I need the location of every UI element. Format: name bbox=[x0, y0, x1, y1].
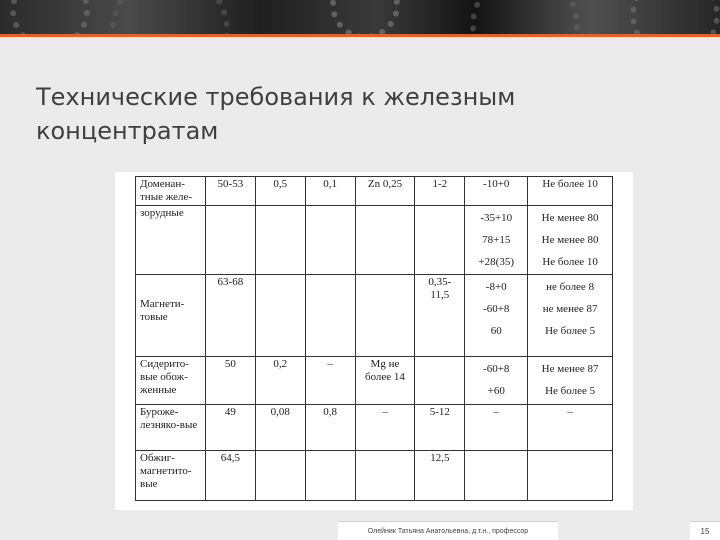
table-cell bbox=[255, 206, 305, 275]
accent-line bbox=[0, 34, 720, 37]
table-cell: 0,35-11,5 bbox=[415, 275, 465, 357]
cell-value: Не менее 80 bbox=[541, 234, 599, 246]
table-row bbox=[136, 357, 613, 405]
slide-title: Технические требования к железным концентратам bbox=[36, 83, 516, 145]
table-cell bbox=[205, 206, 255, 275]
table-cell: 0,1 bbox=[305, 177, 355, 206]
cell-value: Не менее 87 bbox=[541, 363, 599, 375]
scanned-table-image bbox=[115, 172, 633, 510]
cell-value: +28(35) bbox=[478, 256, 514, 268]
table-cell: зорудные bbox=[136, 206, 206, 275]
table-cell: 0,5 bbox=[255, 177, 305, 206]
gear-decoration bbox=[630, 0, 720, 34]
requirements-table bbox=[135, 176, 613, 501]
table-cell: 49 bbox=[205, 405, 255, 451]
table-cell bbox=[136, 275, 206, 357]
table-cell bbox=[465, 275, 528, 357]
gear-decoration bbox=[110, 0, 230, 34]
table-cell: 12,5 bbox=[415, 451, 465, 501]
cell-value: 78+15 bbox=[482, 234, 511, 246]
cell-value: Магнети-товые bbox=[140, 298, 185, 323]
table-row bbox=[136, 405, 613, 451]
gear-decoration bbox=[330, 0, 400, 34]
cell-value: не более 8 bbox=[546, 281, 595, 293]
table-cell bbox=[528, 206, 613, 275]
table-cell bbox=[355, 451, 415, 501]
table-cell bbox=[528, 451, 613, 501]
cell-value: -60+8 bbox=[483, 363, 510, 375]
table-cell bbox=[355, 206, 415, 275]
table-cell bbox=[465, 451, 528, 501]
table-cell bbox=[255, 451, 305, 501]
cell-value: +60 bbox=[487, 385, 505, 397]
table-cell: – bbox=[305, 357, 355, 405]
cell-value: Не более 10 bbox=[542, 256, 598, 268]
table-row bbox=[136, 206, 613, 275]
table-cell bbox=[465, 357, 528, 405]
header-banner bbox=[0, 0, 720, 34]
table-cell: 5-12 bbox=[415, 405, 465, 451]
table-cell: Сидерито-вые обож-женные bbox=[136, 357, 206, 405]
table-cell bbox=[465, 206, 528, 275]
cell-value: 60 bbox=[490, 325, 502, 337]
table-cell: Доменан-тные желе- bbox=[136, 177, 206, 206]
table-cell: Обжиг-магнетито-вые bbox=[136, 451, 206, 501]
cell-value: -8+0 bbox=[485, 281, 507, 293]
gear-decoration bbox=[470, 0, 580, 34]
table-cell: 0,8 bbox=[305, 405, 355, 451]
table-cell: 50-53 bbox=[205, 177, 255, 206]
cell-value: -60+8 bbox=[483, 303, 510, 315]
gear-decoration bbox=[10, 0, 90, 34]
table-cell bbox=[528, 357, 613, 405]
table-cell bbox=[305, 275, 355, 357]
table-cell: Буроже-лезняко-вые bbox=[136, 405, 206, 451]
table-cell: -10+0 bbox=[465, 177, 528, 206]
table-cell bbox=[255, 275, 305, 357]
table-cell bbox=[355, 275, 415, 357]
cell-value: не менее 87 bbox=[542, 303, 598, 315]
slide-footer: Олейник Татьяна Анатольевна, д.т.н., профессор bbox=[338, 521, 558, 540]
cell-value: Не менее 80 bbox=[541, 212, 599, 224]
table-cell: – bbox=[528, 405, 613, 451]
table-cell: 63-68 bbox=[205, 275, 255, 357]
table-cell: 50 bbox=[205, 357, 255, 405]
cell-value: -35+10 bbox=[480, 212, 513, 224]
table-cell: Не более 10 bbox=[528, 177, 613, 206]
table-cell bbox=[305, 206, 355, 275]
table-cell bbox=[528, 275, 613, 357]
table-cell bbox=[415, 206, 465, 275]
table-cell: 0,08 bbox=[255, 405, 305, 451]
table-cell bbox=[415, 357, 465, 405]
table-cell: – bbox=[355, 405, 415, 451]
page-number: 15 bbox=[690, 521, 720, 540]
cell-value: Не более 5 bbox=[545, 325, 596, 337]
table-cell: Mg не более 14 bbox=[355, 357, 415, 405]
table-cell bbox=[305, 451, 355, 501]
table-row bbox=[136, 451, 613, 501]
cell-value: Не более 5 bbox=[545, 385, 596, 397]
table-cell: – bbox=[465, 405, 528, 451]
table-cell: 0,2 bbox=[255, 357, 305, 405]
table-cell: 64,5 bbox=[205, 451, 255, 501]
table-cell: Zn 0,25 bbox=[355, 177, 415, 206]
table-cell: 1-2 bbox=[415, 177, 465, 206]
table-row bbox=[136, 177, 613, 206]
table-row bbox=[136, 275, 613, 357]
